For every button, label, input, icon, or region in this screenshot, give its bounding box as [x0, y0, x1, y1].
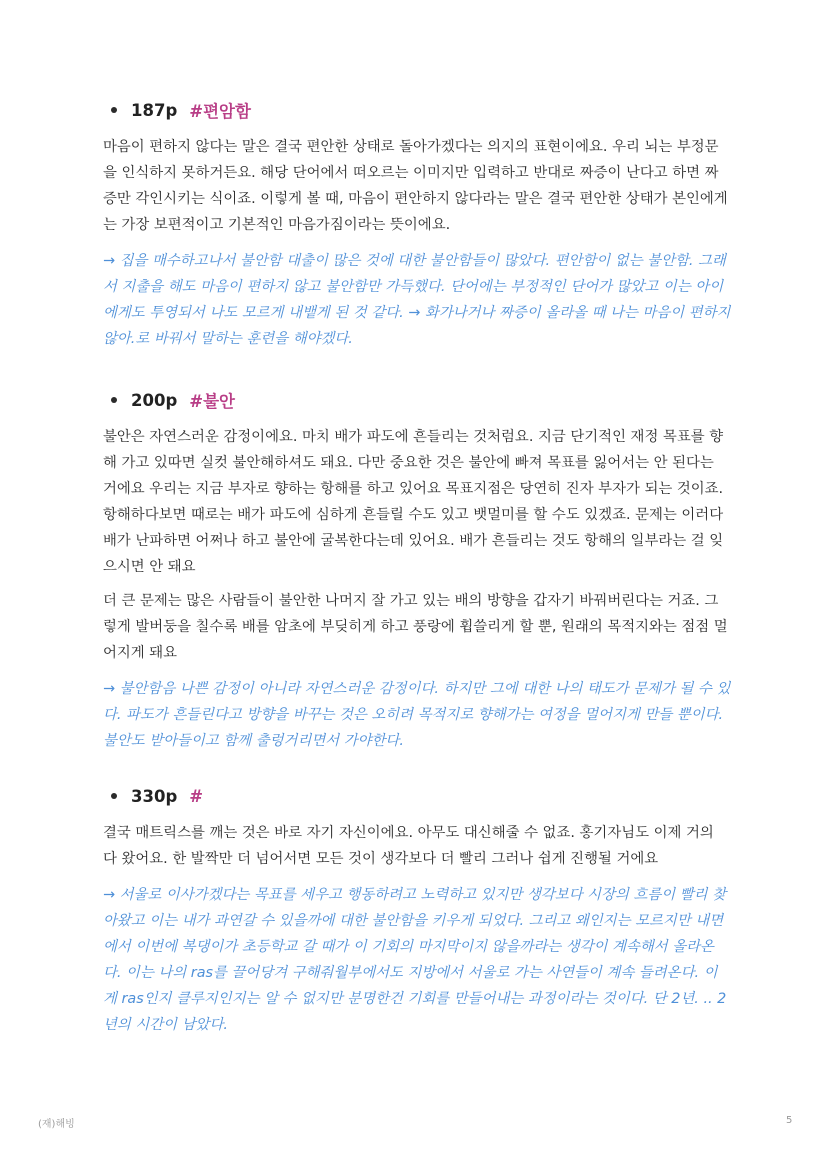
section-heading [103, 784, 731, 808]
quote-paragraph: 결국 매트릭스를 깨는 것은 바로 자기 자신이에요. 아무도 대신해줄 수 없죠. 홍기자님도 이제 거의 다 왔어요. 한 발짝만 더 넘어서면 모든 것이 생각보다 더 빨리 그러나 쉽게 진행될 거에요 [103, 825, 714, 867]
hashtag: # [189, 786, 204, 806]
page-reference: 200p [131, 390, 178, 410]
section-200p [103, 388, 731, 754]
reflection-note: → 불안함음 나쁜 감정이 아니라 자연스러운 감정이다. 하지만 그에 대한 나의 태도가 문제가 될 수 있다. 파도가 흔들린다고 방향을 바꾸는 것은 오히려 목적지로 향해가는 여정을 멀어지게 만들 뿐이다. 불안도 받아들이고 함께 출렁거리면서 가야한다. [103, 681, 731, 749]
footer-publisher: (재)해빙 [38, 1119, 75, 1130]
hashtag: #불안 [189, 392, 235, 411]
section-330p [103, 784, 731, 1038]
page-reference: 187p [131, 100, 178, 120]
reflection-note: → 집을 매수하고나서 불안함 대출이 많은 것에 대한 불안함들이 많았다. 편안함이 없는 불안함. 그래서 지출을 해도 마음이 편하지 않고 불안함만 가득했다. 단어에는 부정적인 단어가 많았고 이는 아이에게도 투영되서 나도 모르게 내뱉게 된 것 같다. → 화가나거나 짜증이 올라올 때 나는 마음이 편하지 않아.로 바꿔서 말하는 훈련을 해야겠다. [103, 253, 731, 347]
page-number: 5 [786, 1115, 793, 1126]
page-reference: 330p [131, 786, 178, 806]
section-heading [103, 98, 731, 122]
quote-paragraph: 마음이 편하지 않다는 말은 결국 편안한 상태로 돌아가겠다는 의지의 표현이에요. 우리 뇌는 부정문을 인식하지 못하거든요. 해당 단어에서 떠오르는 이미지만 입력하고 반대로 짜증이 난다고 하면 짜증만 각인시키는 식이죠. 이렇게 볼 때, 마음이 편안하지 않다라는 말은 결국 편안한 상태가 본인에게는 가장 보편적이고 기본적인 마음가짐이라는 뜻이에요. [103, 139, 728, 233]
quote-paragraph: 불안은 자연스러운 감정이에요. 마치 배가 파도에 흔들리는 것처럼요. 지금 단기적인 재정 목표를 향해 가고 있따면 실컷 불안해하셔도 돼요. 다만 중요한 것은 불안에 빠져 목표를 잃어서는 안 된다는 거에요 우리는 지금 부자로 향하는 항해를 하고 있어요 목표지점은 당연히 진자 부자가 되는 것이죠. 항해하다보면 때로는 배가 파도에 심하게 흔들릴 수도 있고 뱃멀미를 할 수도 있겠죠. 문제는 이러다 배가 난파하면 어쩌나 하고 불안에 굴복한다는데 있어요. 배가 흔들리는 것도 항해의 일부라는 걸 잊으시면 안 돼요 [103, 429, 724, 575]
section-heading [103, 388, 731, 412]
bullet-icon [111, 397, 117, 403]
quote-paragraph: 더 큰 문제는 많은 사람들이 불안한 나머지 잘 가고 있는 배의 방향을 갑자기 바꿔버린다는 거죠. 그렇게 발버둥을 칠수록 배를 암초에 부딪히게 하고 풍랑에 휩쓸리게 할 뿐, 원래의 목적지와는 점점 멀어지게 돼요 [103, 593, 728, 661]
section-187p [103, 98, 731, 352]
reflection-note: → 서울로 이사가겠다는 목표를 세우고 행동하려고 노력하고 있지만 생각보다 시장의 흐름이 빨리 찾아왔고 이는 내가 과연갈 수 있을까에 대한 불안함을 키우게 되었다. 그리고 왜인지는 모르지만 내면에서 이번에 복댕이가 초등학교 갈 때가 이 기회의 마지막이지 않을까라는 생각이 계속해서 올라온다. 이는 나의 ras를 끌어당겨 구해줘월부에서도 지방에서 서울로 가는 사연들이 계속 들려온다. 이게 ras인지 클루지인지는 알 수 없지만 분명한건 기회를 만들어내는 과정이라는 것이다. 단 2년. .. 2년의 시간이 남았다. [103, 887, 727, 1033]
bullet-icon [111, 107, 117, 113]
bullet-icon [111, 793, 117, 799]
hashtag: #편암함 [189, 102, 251, 121]
